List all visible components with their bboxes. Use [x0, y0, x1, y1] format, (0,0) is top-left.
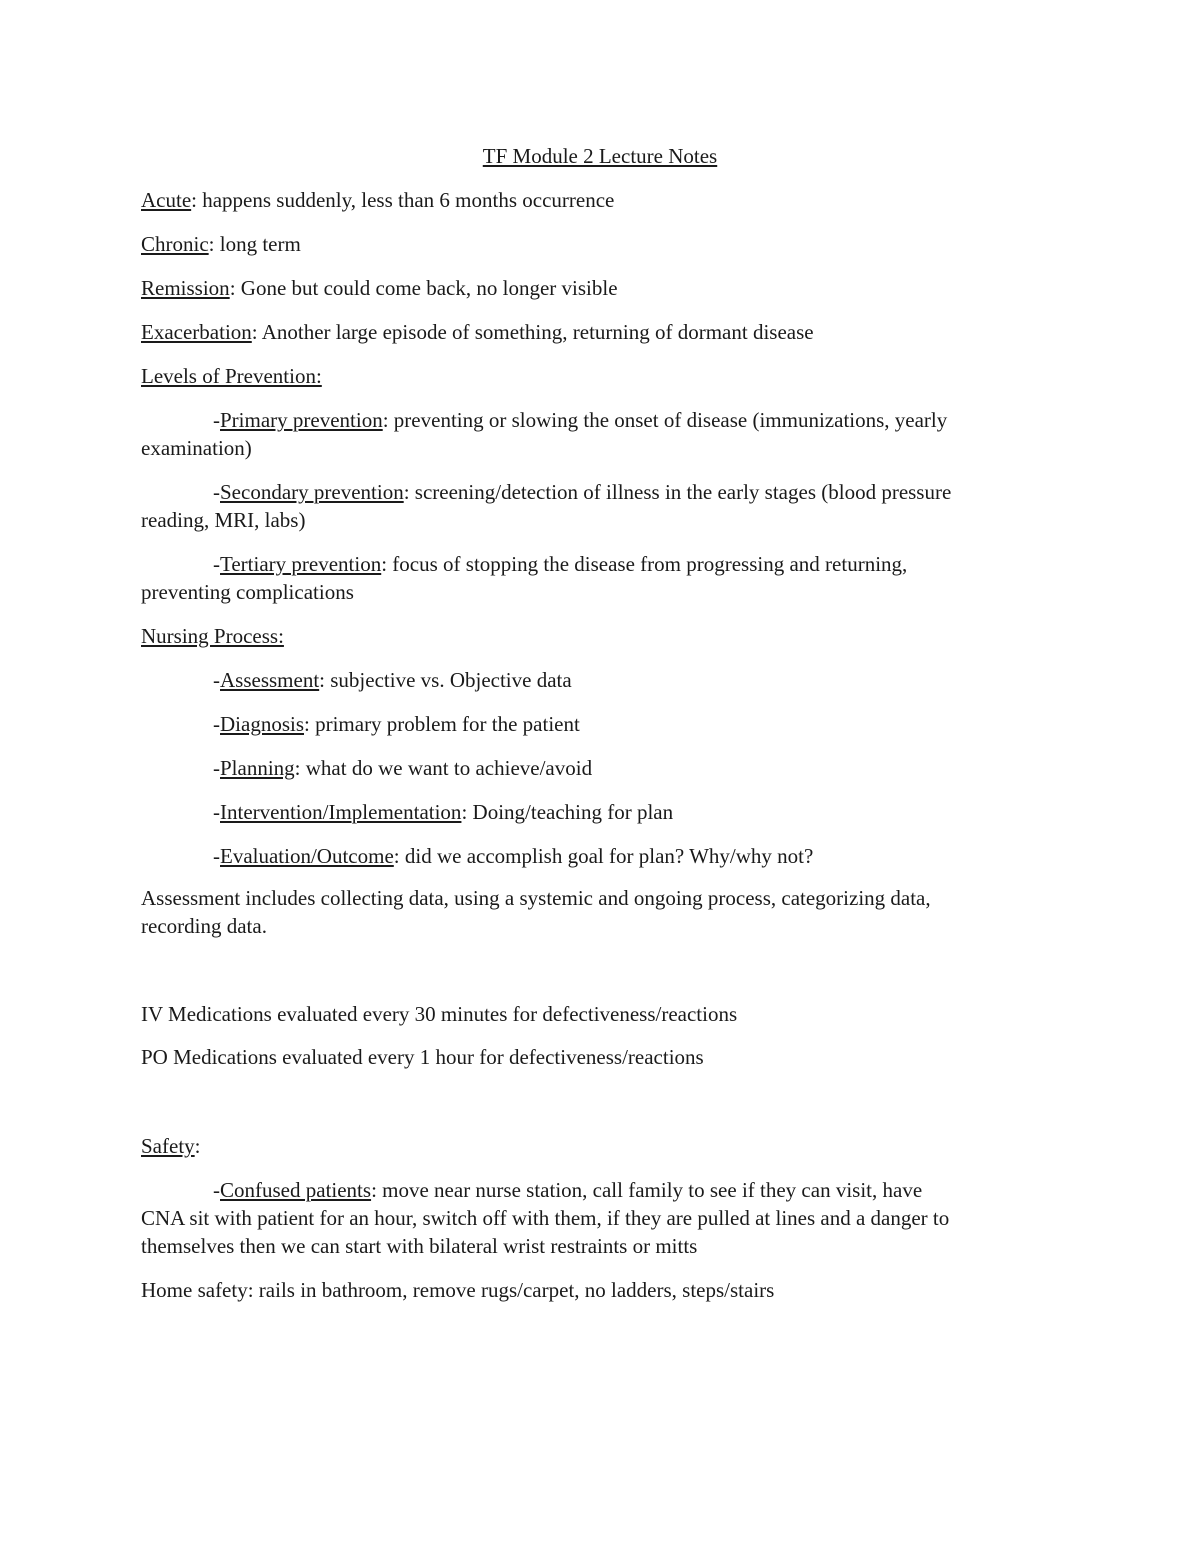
prevention-text: : preventing or slowing the onset of disease (immunizations, yearly — [382, 408, 948, 432]
safety-confused-patients — [141, 1176, 1061, 1260]
nursing-item-diagnosis — [141, 710, 1133, 738]
prevention-item-tertiary — [141, 550, 1061, 606]
nursing-heading: Nursing Process: — [141, 624, 284, 648]
nursing-item-assessment — [141, 666, 1133, 694]
prevention-item-continuation: preventing complications — [141, 580, 354, 604]
definition-text: : Gone but could come back, no longer visible — [229, 276, 618, 300]
prevention-item-line — [141, 550, 1061, 578]
nursing-text: : subjective vs. Objective data — [319, 668, 572, 692]
assessment-note-line: recording data. — [141, 914, 267, 938]
po-medications-note: PO Medications evaluated every 1 hour for defectiveness/reactions — [141, 1045, 704, 1069]
dash: - — [213, 712, 220, 736]
safety-item-continuation: CNA sit with patient for an hour, switch off with them, if they are pulled at lines and a danger to — [141, 1206, 950, 1230]
safety-item-line — [141, 1176, 1061, 1204]
definition-term: Chronic — [141, 232, 209, 256]
safety-item-continuation: themselves then we can start with bilateral wrist restraints or mitts — [141, 1234, 698, 1258]
definition-remission — [141, 274, 1061, 302]
nursing-term: Diagnosis — [220, 712, 304, 736]
definition-chronic — [141, 230, 1061, 258]
dash: - — [213, 1178, 220, 1202]
nursing-item-planning — [141, 754, 1133, 782]
definition-term: Exacerbation — [141, 320, 252, 344]
prevention-term: Primary prevention — [220, 408, 383, 432]
prevention-term: Secondary prevention — [220, 480, 404, 504]
dash: - — [213, 844, 220, 868]
dash: - — [213, 480, 220, 504]
nursing-text: : primary problem for the patient — [304, 712, 580, 736]
definition-acute — [141, 186, 1061, 214]
nursing-term: Intervention/Implementation — [220, 800, 462, 824]
nursing-text: : did we accomplish goal for plan? Why/why not? — [393, 844, 814, 868]
nursing-item-evaluation — [141, 842, 1133, 870]
home-safety-note: Home safety: rails in bathroom, remove rugs/carpet, no ladders, steps/stairs — [141, 1278, 775, 1302]
definition-exacerbation — [141, 318, 1061, 346]
prevention-term: Tertiary prevention — [220, 552, 382, 576]
definition-text: : happens suddenly, less than 6 months occurrence — [191, 188, 615, 212]
nursing-item-intervention — [141, 798, 1133, 826]
definition-text: : long term — [208, 232, 301, 256]
definition-term: Remission — [141, 276, 230, 300]
iv-medications-note: IV Medications evaluated every 30 minutes for defectiveness/reactions — [141, 1002, 738, 1026]
safety-heading-text: Safety — [141, 1134, 195, 1158]
nursing-text: : what do we want to achieve/avoid — [294, 756, 593, 780]
prevention-item-continuation: reading, MRI, labs) — [141, 508, 306, 532]
dash: - — [213, 800, 220, 824]
assessment-note-line: Assessment includes collecting data, using a systemic and ongoing process, categorizing data, — [141, 886, 931, 910]
prevention-item-secondary — [141, 478, 1061, 534]
document-title: TF Module 2 Lecture Notes — [482, 144, 718, 168]
safety-heading — [141, 1132, 1061, 1160]
nursing-term: Planning — [220, 756, 295, 780]
prevention-text: : focus of stopping the disease from progressing and returning, — [381, 552, 908, 576]
definition-text: : Another large episode of something, returning of dormant disease — [251, 320, 814, 344]
dash: - — [213, 552, 220, 576]
prevention-item-primary — [141, 406, 1061, 462]
prevention-text: : screening/detection of illness in the early stages (blood pressure — [403, 480, 952, 504]
safety-heading-colon: : — [194, 1134, 201, 1158]
assessment-note — [141, 884, 1061, 940]
prevention-item-line — [141, 478, 1061, 506]
prevention-item-line — [141, 406, 1061, 434]
prevention-heading: Levels of Prevention: — [141, 364, 322, 388]
definition-term: Acute — [141, 188, 192, 212]
nursing-text: : Doing/teaching for plan — [461, 800, 674, 824]
dash: - — [213, 756, 220, 780]
safety-term: Confused patients — [220, 1178, 372, 1202]
nursing-term: Assessment — [220, 668, 320, 692]
dash: - — [213, 408, 220, 432]
nursing-term: Evaluation/Outcome — [220, 844, 394, 868]
prevention-item-continuation: examination) — [141, 436, 252, 460]
dash: - — [213, 668, 220, 692]
safety-text: : move near nurse station, call family to see if they can visit, have — [371, 1178, 923, 1202]
